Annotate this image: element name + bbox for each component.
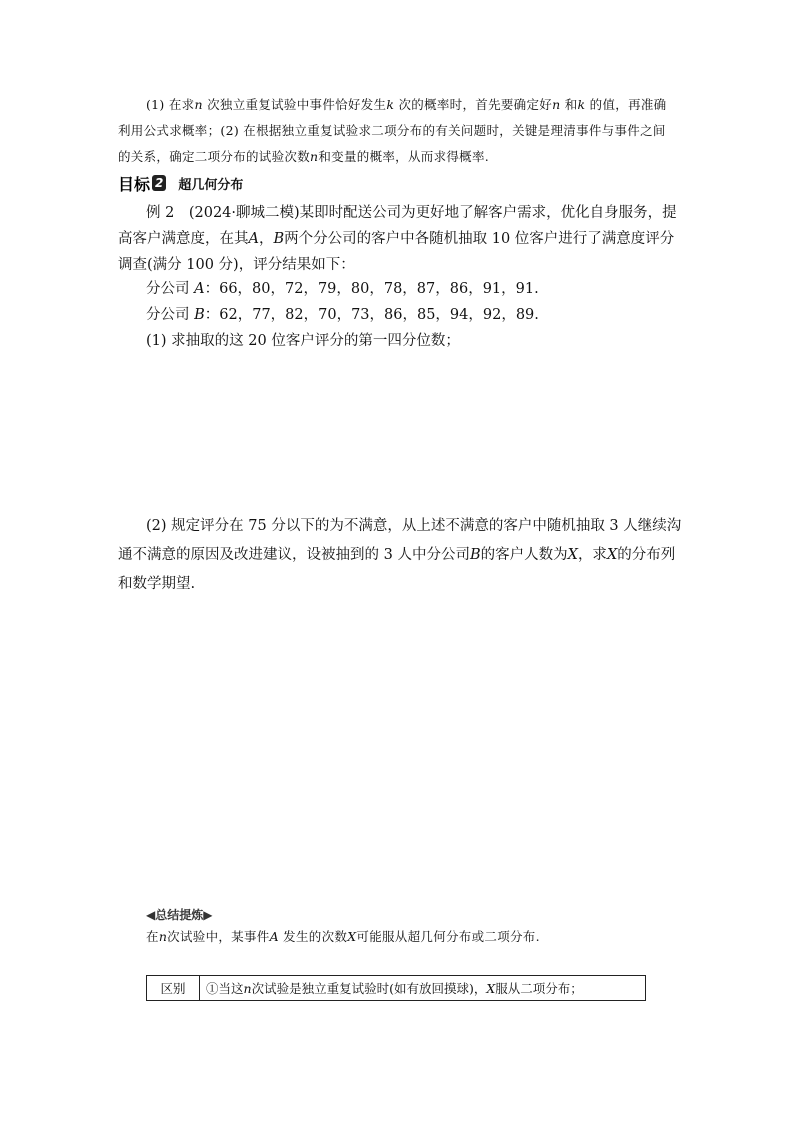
summary-text — [146, 926, 540, 948]
table-row — [147, 976, 646, 1001]
math-var: B — [194, 307, 205, 323]
math-var: X — [486, 981, 496, 996]
question-2 — [118, 512, 688, 599]
text-run: 例 2 (2024·聊城二模)某即时配送公司为更好地了解客户需求，优化自身服务，提高客户满意度，在其 — [118, 205, 677, 247]
text-run: 可能服从超几何分布或二项分布. — [356, 929, 540, 944]
text-run: 发生的次数 — [278, 929, 348, 944]
target-badge-number: 2 — [152, 175, 166, 191]
text-run: 次独立重复试验中事件恰好发生 — [202, 97, 387, 112]
text-run: 的客户人数为 — [480, 547, 568, 563]
math-var: k — [577, 97, 586, 112]
math-var: n — [243, 981, 252, 996]
data-label: 分公司 — [146, 281, 195, 297]
math-var: n — [158, 929, 168, 944]
math-var: k — [386, 97, 395, 112]
text-run: 次的概率时，首先要确定好 — [394, 97, 553, 112]
text-run: ，求 — [577, 547, 607, 563]
text-run: 两个分公司的客户中各随机抽取 10 位客户进行了满意度评分调查(满分 100 分)，评分结果如下： — [118, 231, 675, 273]
comparison-table — [146, 975, 646, 1001]
math-var: X — [606, 547, 618, 563]
math-var: X — [567, 547, 578, 563]
math-var: B — [469, 547, 481, 563]
data-values: ：62，77，82，70，73，86，85，94，92，89. — [204, 307, 539, 323]
text-run: 服从二项分布； — [495, 981, 583, 996]
math-var: n — [310, 149, 319, 164]
table-cell-label: 区别 — [147, 976, 200, 1001]
data-values: ：66，80，72，79，80，78，87，86，91，91. — [204, 281, 539, 297]
math-var: n — [194, 97, 203, 112]
math-var: A — [248, 231, 259, 247]
text-run: (1) 在求 — [146, 97, 195, 112]
math-var: A — [269, 929, 279, 944]
data-row-b — [146, 302, 539, 328]
math-var: A — [194, 281, 205, 297]
text-run: 的分布列和数学期望. — [118, 547, 676, 592]
text-run: 次试验是独立重复试验时(如有放回摸球)， — [251, 981, 487, 996]
text-run: ①当这 — [206, 981, 244, 996]
math-var: n — [552, 97, 561, 112]
text-run: (2) 规定评分在 75 分以下的为不满意，从上述不满意的客户中随机抽取 3 人继续沟通不满意的原因及改进建议，设被抽到的 3 人中分公司 — [118, 518, 682, 563]
math-var: B — [273, 231, 285, 247]
target-badge — [118, 172, 166, 195]
section-heading — [118, 172, 243, 194]
text-run: 和 — [560, 97, 578, 112]
question-1: (1) 求抽取的这 20 位客户评分的第一四分位数； — [146, 333, 460, 349]
text-run: 和变量的概率，从而求得概率. — [318, 149, 490, 164]
text-run: 在 — [146, 929, 159, 944]
data-label: 分公司 — [146, 307, 195, 323]
target-badge-text: 目标 — [118, 174, 151, 194]
section-title: 超几何分布 — [178, 177, 244, 193]
math-var: X — [347, 929, 357, 944]
text-run: 的值，再准确利用公式求概率；(2) 在根据独立重复试验求二项分布的有关问题时，关键是理清事件与事件之间的关系，确定二项分布的试验次数 — [118, 97, 667, 164]
example-statement — [118, 200, 688, 278]
summary-label: ◀总结提炼▶ — [146, 908, 213, 922]
data-row-a — [146, 276, 539, 302]
intro-paragraph — [118, 92, 678, 170]
text-run: 次试验中，某事件 — [167, 929, 270, 944]
table-cell-content — [200, 976, 646, 1001]
text-run: ， — [258, 231, 274, 247]
